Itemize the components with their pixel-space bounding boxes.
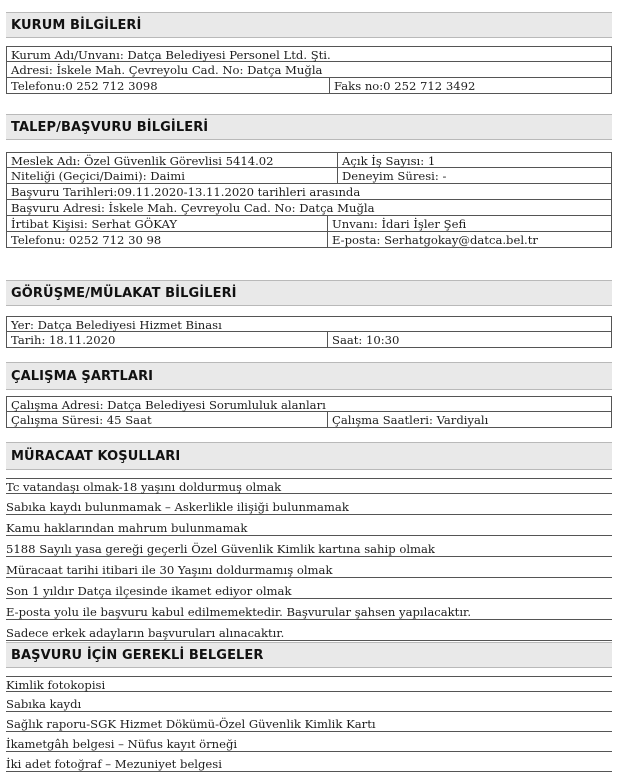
talep-job: Meslek Adı: Özel Güvenlik Görevlisi 5414.02 — [11, 154, 274, 168]
talep-dates-row — [6, 184, 612, 200]
talep-address-row — [6, 200, 612, 216]
talep-experience: Deneyim Süresi: - — [337, 168, 608, 183]
talep-phone-row — [6, 232, 612, 248]
section-header-kurum: KURUM BİLGİLERİ — [6, 12, 612, 38]
kurum-fax: Faks no:0 252 712 3492 — [329, 78, 608, 93]
calisma-duration-row — [6, 412, 612, 428]
section-header-belgeler: BAŞVURU İÇİN GEREKLİ BELGELER — [6, 642, 612, 668]
section-header-calisma: ÇALIŞMA ŞARTLARI — [6, 362, 612, 390]
talep-dates: Başvuru Tarihleri:09.11.2020-13.11.2020 tarihleri arasında — [11, 185, 361, 199]
section-header-muracaat: MÜRACAAT KOŞULLARI — [6, 442, 612, 470]
calisma-duration: Çalışma Süresi: 45 Saat — [11, 413, 152, 427]
talep-contact: İrtibat Kişisi: Serhat GÖKAY — [11, 217, 178, 231]
calisma-address-row — [6, 396, 612, 412]
document-item: Sabıka kaydı — [6, 696, 612, 712]
condition-item: Sabıka kaydı bulunmamak – Askerlikle ilişiği bulunmamak — [6, 499, 612, 515]
condition-item: Son 1 yıldır Datça ilçesinde ikamet ediyor olmak — [6, 583, 612, 599]
document-item: Sağlık raporu-SGK Hizmet Dökümü-Özel Güvenlik Kimlik Kartı — [6, 716, 612, 732]
gorusme-time: Saat: 10:30 — [327, 332, 608, 347]
talep-title-role: Unvanı: İdari İşler Şefi — [327, 216, 608, 231]
condition-item: E-posta yolu ile başvuru kabul edilmemektedir. Başvurular şahsen yapılacaktır. — [6, 604, 612, 620]
calisma-address: Çalışma Adresi: Datça Belediyesi Sorumluluk alanları — [11, 398, 326, 412]
talep-openings: Açık İş Sayısı: 1 — [337, 153, 608, 168]
talep-contact-row — [6, 216, 612, 232]
gorusme-date: Tarih: 18.11.2020 — [11, 333, 116, 347]
condition-item: Kamu haklarından mahrum bulunmamak — [6, 520, 612, 536]
gorusme-place-row — [6, 316, 612, 332]
condition-item: 5188 Sayılı yasa gereği geçerli Özel Güvenlik Kimlik kartına sahip olmak — [6, 541, 612, 557]
kurum-phone: Telefonu:0 252 712 3098 — [11, 79, 158, 93]
gorusme-place: Yer: Datça Belediyesi Hizmet Binası — [11, 318, 222, 332]
document-item: İkametgâh belgesi – Nüfus kayıt örneği — [6, 736, 612, 752]
talep-nature: Niteliği (Geçici/Daimi): Daimi — [11, 169, 185, 183]
calisma-hours: Çalışma Saatleri: Vardiyalı — [327, 412, 608, 427]
kurum-phone-row — [6, 78, 612, 94]
talep-phone: Telefonu: 0252 712 30 98 — [11, 233, 162, 247]
condition-item: Sadece erkek adayların başvuruları alınacaktır. — [6, 625, 612, 641]
kurum-address-row — [6, 62, 612, 78]
kurum-address: Adresi: İskele Mah. Çevreyolu Cad. No: Datça Muğla — [11, 63, 323, 77]
talep-apply-address: Başvuru Adresi: İskele Mah. Çevreyolu Cad. No: Datça Muğla — [11, 201, 375, 215]
condition-item: Tc vatandaşı olmak-18 yaşını doldurmuş olmak — [6, 478, 612, 494]
talep-email: E-posta: Serhatgokay@datca.bel.tr — [327, 232, 608, 247]
condition-item: Müracaat tarihi itibari ile 30 Yaşını doldurmamış olmak — [6, 562, 612, 578]
talep-nature-row — [6, 168, 612, 184]
gorusme-date-row — [6, 332, 612, 348]
section-header-talep: TALEP/BAŞVURU BİLGİLERİ — [6, 114, 612, 140]
document-item: İki adet fotoğraf – Mezuniyet belgesi — [6, 756, 612, 772]
section-header-gorusme: GÖRÜŞME/MÜLAKAT BİLGİLERİ — [6, 280, 612, 306]
talep-job-row — [6, 152, 612, 168]
kurum-name-row — [6, 46, 612, 62]
document-item: Kimlik fotokopisi — [6, 676, 612, 692]
kurum-name: Kurum Adı/Unvanı: Datça Belediyesi Personel Ltd. Şti. — [11, 48, 331, 62]
